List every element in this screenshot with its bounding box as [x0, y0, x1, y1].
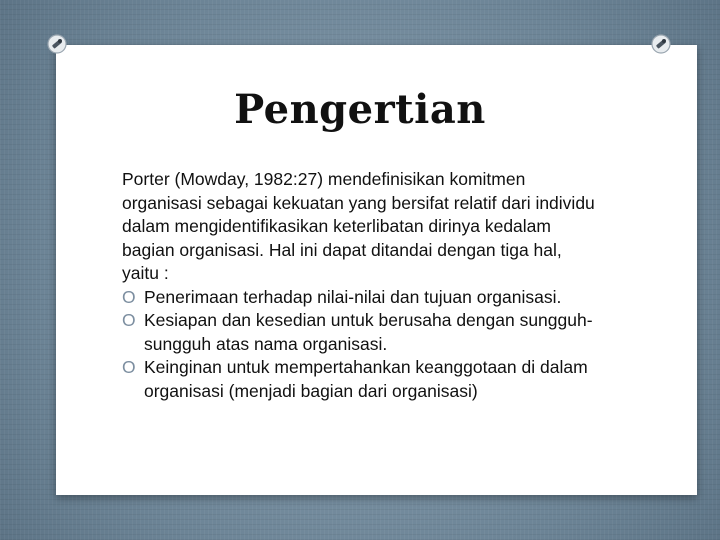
- pushpin-icon: [650, 33, 672, 55]
- slide-body: [122, 168, 602, 403]
- bullet-text: Kesiapan dan kesedian untuk berusaha dengan sungguh-sungguh atas nama organisasi.: [144, 310, 593, 354]
- bullet-icon: O: [122, 357, 136, 377]
- bullet-icon: O: [122, 286, 136, 307]
- list-item: [122, 309, 602, 356]
- list-item: [122, 356, 602, 403]
- bullet-text: Keinginan untuk mempertahankan keanggotaan di dalam organisasi (menjadi bagian dari organisasi): [144, 357, 588, 401]
- bullet-icon: O: [122, 310, 136, 330]
- slide-title: Pengertian: [234, 86, 486, 133]
- list-item: [122, 286, 602, 310]
- intro-paragraph: Porter (Mowday, 1982:27) mendefinisikan komitmen organisasi sebagai kekuatan yang bersifat relatif dari individu dalam mengidentifikasikan keterlibatan dirinya kedalam bagian organisasi. Hal ini dapat ditandai dengan tiga hal, yaitu :: [122, 169, 595, 283]
- bullet-text: Penerimaan terhadap nilai-nilai dan tujuan organisasi.: [144, 286, 562, 307]
- pushpin-icon: [46, 33, 68, 55]
- bullet-list: [122, 286, 602, 404]
